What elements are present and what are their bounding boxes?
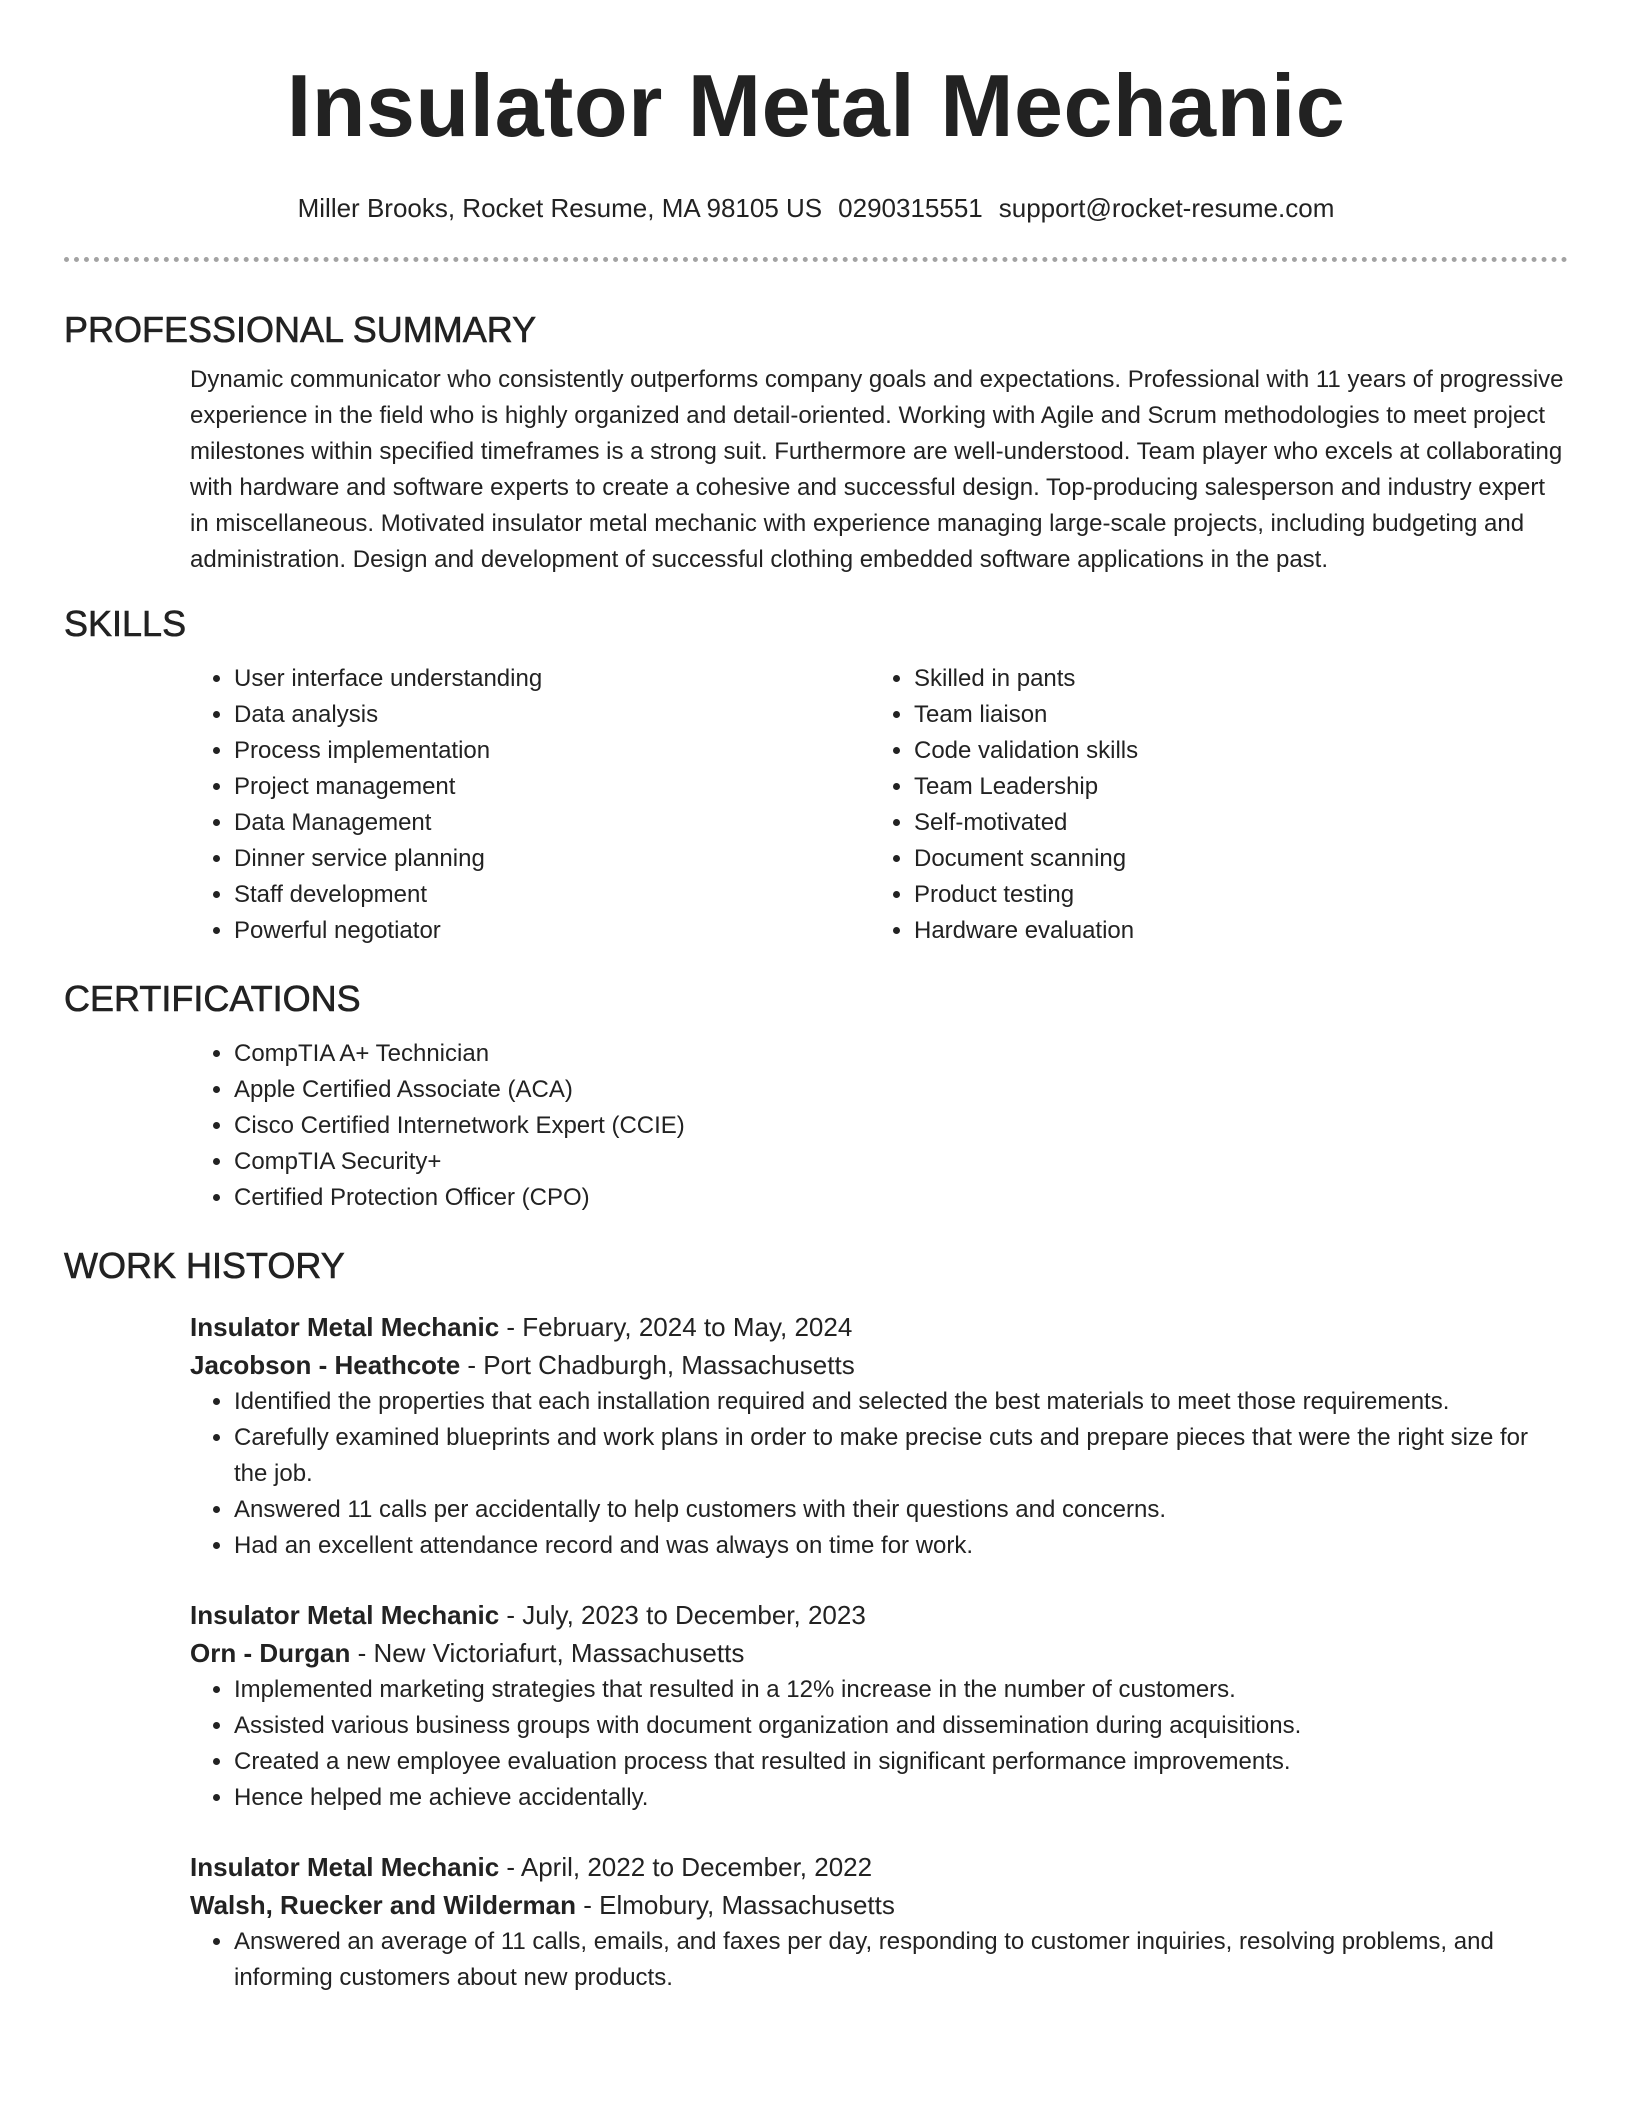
certifications-heading: CERTIFICATIONS	[64, 978, 361, 1019]
job-location: - New Victoriafurt, Massachusetts	[350, 1638, 745, 1668]
certification-item: • Certified Protection Officer (CPO)	[234, 1180, 1568, 1216]
summary-heading: PROFESSIONAL SUMMARY	[64, 309, 537, 350]
job-dates: - July, 2023 to December, 2023	[499, 1600, 866, 1630]
job-title: Insulator Metal Mechanic	[190, 1312, 500, 1342]
skill-item: • Staff development	[234, 877, 870, 913]
certification-item: • CompTIA A+ Technician	[234, 1036, 1568, 1072]
job-company-line	[190, 1346, 1568, 1384]
job-title: Insulator Metal Mechanic	[190, 1600, 500, 1630]
job-company-line	[190, 1886, 1568, 1924]
skill-item: • Project management	[234, 769, 870, 805]
skill-item: • Process implementation	[234, 733, 870, 769]
certification-item: • CompTIA Security+	[234, 1144, 1568, 1180]
job-dates: - April, 2022 to December, 2022	[499, 1852, 873, 1882]
summary-text: Dynamic communicator who consistently outperforms company goals and expectations. Professional with 11 years of progressive experience in the field who is highly organized and detail-oriented. Working with Agile and Scrum methodologies to meet project milestones within specified timeframes is a strong suit. Furthermore are well-understood. Team player who excels at collaborating with hardware and software experts to create a cohesive and successful design. Top-producing salesperson and industry expert in miscellaneous. Motivated insulator metal mechanic with experience managing large-scale projects, including budgeting and administration. Design and development of successful clothing embedded software applications in the past.	[190, 366, 1564, 573]
skill-item: • Document scanning	[914, 841, 1550, 877]
job-title-line	[190, 1848, 1568, 1886]
certification-item: • Apple Certified Associate (ACA)	[234, 1072, 1568, 1108]
contact-line	[64, 192, 1568, 224]
job-company: Jacobson - Heathcote	[190, 1350, 461, 1380]
contact-address: Miller Brooks, Rocket Resume, MA 98105 US	[297, 193, 823, 223]
skill-item: • Code validation skills	[914, 733, 1550, 769]
job-bullet: • Hence helped me achieve accidentally.	[234, 1780, 1568, 1816]
job-bullet: • Identified the properties that each installation required and selected the best materials to meet those requirements.	[234, 1384, 1568, 1420]
skill-item: • Team Leadership	[914, 769, 1550, 805]
job-company: Orn - Durgan	[190, 1638, 351, 1668]
contact-email: support@rocket-resume.com	[998, 193, 1335, 223]
job-bullet: • Had an excellent attendance record and was always on time for work.	[234, 1528, 1568, 1564]
job-title-line	[190, 1596, 1568, 1634]
header-divider	[64, 257, 1568, 262]
work-history-heading: WORK HISTORY	[64, 1245, 345, 1286]
certifications-list	[190, 1036, 1568, 1216]
skill-item: • Self-motivated	[914, 805, 1550, 841]
contact-phone: 0290315551	[838, 193, 983, 223]
job-location: - Port Chadburgh, Massachusetts	[460, 1350, 855, 1380]
skills-column-right	[870, 661, 1550, 949]
skill-item: • Team liaison	[914, 697, 1550, 733]
job-bullet: • Assisted various business groups with document organization and dissemination during acquisitions.	[234, 1708, 1568, 1744]
resume-title: Insulator Metal Mechanic	[286, 56, 1346, 155]
skill-item: • Powerful negotiator	[234, 913, 870, 949]
skill-item: • Product testing	[914, 877, 1550, 913]
skills-grid	[190, 661, 1568, 949]
skills-list-right	[870, 661, 1550, 949]
job-entry	[190, 1848, 1568, 1996]
skill-item: • Data Management	[234, 805, 870, 841]
skills-column-left	[190, 661, 870, 949]
certifications-body	[190, 1036, 1568, 1216]
job-entry	[190, 1308, 1568, 1564]
skill-item: • Hardware evaluation	[914, 913, 1550, 949]
skills-list-left	[190, 661, 870, 949]
job-title: Insulator Metal Mechanic	[190, 1852, 500, 1882]
job-bullet: • Answered 11 calls per accidentally to help customers with their questions and concerns.	[234, 1492, 1568, 1528]
job-bullet: • Implemented marketing strategies that resulted in a 12% increase in the number of customers.	[234, 1672, 1568, 1708]
skill-item: • Dinner service planning	[234, 841, 870, 877]
job-entry	[190, 1596, 1568, 1816]
skill-item: • Data analysis	[234, 697, 870, 733]
skill-item: • User interface understanding	[234, 661, 870, 697]
job-bullet: • Carefully examined blueprints and work plans in order to make precise cuts and prepare pieces that were the right size for the job.	[234, 1420, 1568, 1492]
job-bullet-list	[190, 1672, 1568, 1816]
job-company: Walsh, Ruecker and Wilderman	[190, 1890, 577, 1920]
job-bullet: • Answered an average of 11 calls, emails, and faxes per day, responding to customer inquiries, resolving problems, and informing customers about new products.	[234, 1924, 1568, 1996]
job-bullet-list	[190, 1384, 1568, 1564]
job-location: - Elmobury, Massachusetts	[576, 1890, 895, 1920]
job-company-line	[190, 1634, 1568, 1672]
skills-heading: SKILLS	[64, 603, 187, 644]
job-dates: - February, 2024 to May, 2024	[499, 1312, 853, 1342]
job-title-line	[190, 1308, 1568, 1346]
resume-page	[64, 0, 1568, 1996]
certification-item: • Cisco Certified Internetwork Expert (CCIE)	[234, 1108, 1568, 1144]
skill-item: • Skilled in pants	[914, 661, 1550, 697]
job-bullet: • Created a new employee evaluation process that resulted in significant performance improvements.	[234, 1744, 1568, 1780]
job-bullet-list	[190, 1924, 1568, 1996]
